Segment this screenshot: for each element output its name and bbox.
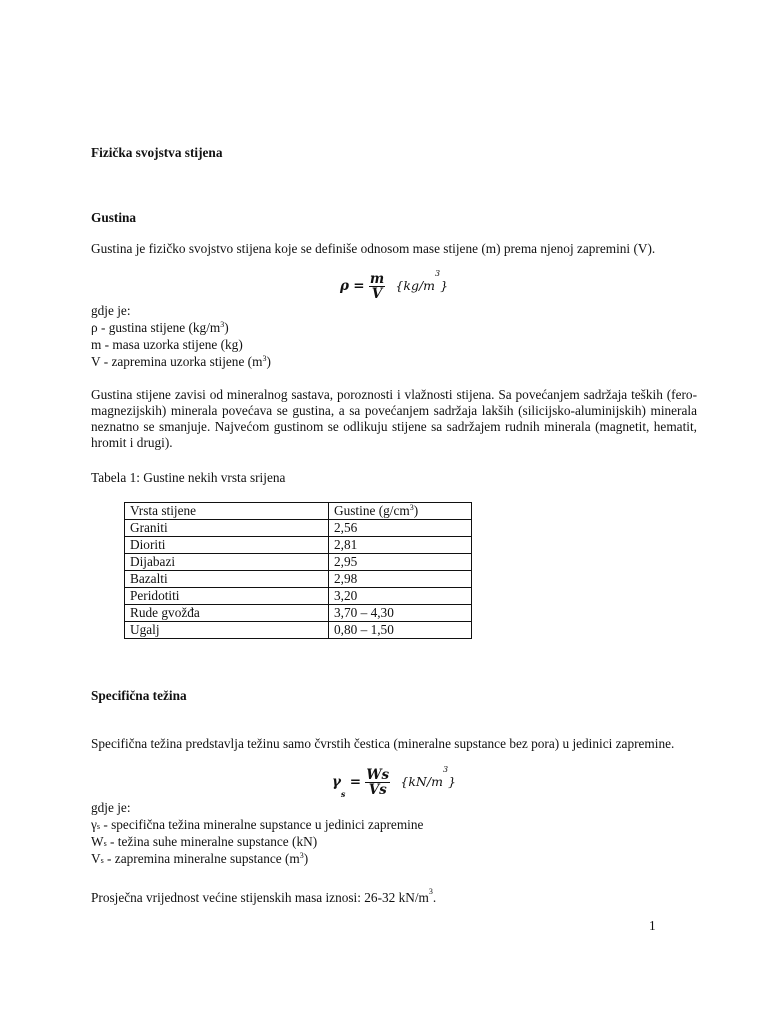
formula-unit: $\{kN/m^3\}$ bbox=[400, 765, 456, 789]
table-row bbox=[125, 622, 472, 639]
table-row bbox=[125, 537, 472, 554]
formula-denominator: Vs bbox=[368, 782, 387, 798]
def-ws: $W_s$ - težina suhe mineralne supstance (kN) bbox=[91, 834, 318, 849]
def-vs: $V_s$ - zapremina mineralne supstance $(m^3)$ bbox=[91, 851, 309, 866]
table-caption: Tabela 1: Gustine nekih vrsta srijena bbox=[91, 470, 286, 485]
formula-fraction bbox=[365, 768, 390, 797]
formula-lhs: ρ bbox=[339, 278, 349, 294]
def-m: m - masa uzorka stijene (kg) bbox=[91, 337, 243, 352]
specific-weight-formula: $\gamma_s$ = $\frac{Ws}{Vs}$ $\{kN/m^3\}$ bbox=[332, 765, 456, 799]
gustina-definitions bbox=[91, 302, 271, 370]
section-heading-gustina: Gustina bbox=[91, 210, 137, 225]
table-row bbox=[125, 554, 472, 571]
table-row bbox=[125, 605, 472, 622]
table-cell: Ugalj bbox=[125, 622, 329, 639]
formula-unit: $\{kg/m^3\}$ bbox=[395, 269, 449, 293]
table-cell: 2,56 bbox=[329, 520, 472, 537]
formula-fraction bbox=[369, 272, 385, 301]
formula-lhs: $\gamma_s$ bbox=[332, 774, 346, 799]
table-cell: 2,95 bbox=[329, 554, 472, 571]
table-cell: Dioriti bbox=[125, 537, 329, 554]
formula-denominator: V bbox=[371, 286, 383, 302]
table-cell: Dijabazi bbox=[125, 554, 329, 571]
table-cell: 0,80 – 1,50 bbox=[329, 622, 472, 639]
table-row bbox=[125, 571, 472, 588]
table-cell: 3,20 bbox=[329, 588, 472, 605]
table-cell: Rude gvožđa bbox=[125, 605, 329, 622]
gustina-intro: Gustina je fizičko svojstvo stijena koje se definiše odnosom mase stijene (m) prema njenoj zapremini (V). bbox=[91, 241, 656, 256]
density-formula: ρ = $\frac{m}{V}$ $\{kg/m^3\}$ bbox=[339, 269, 449, 302]
table-row bbox=[125, 588, 472, 605]
table-header-cell: Gustine $(g/cm^3)$ bbox=[329, 503, 472, 520]
specificna-intro: Specifična težina predstavlja težinu samo čvrstih čestica (mineralne supstance bez pora) u jedinici zapremine. bbox=[91, 736, 675, 751]
where-label: gdje je: bbox=[91, 800, 131, 815]
table-cell: 3,70 – 4,30 bbox=[329, 605, 472, 622]
table-row bbox=[125, 520, 472, 537]
def-rho: ρ - gustina stijene $(kg/m^3)$ bbox=[91, 320, 229, 335]
table-cell: Bazalti bbox=[125, 571, 329, 588]
table-cell: Graniti bbox=[125, 520, 329, 537]
page-number: 1 bbox=[649, 918, 656, 933]
closing-sentence: Prosječna vrijednost većine stijenskih masa iznosi: 26-32 $kN/m^3$. bbox=[91, 887, 437, 905]
formula-numerator: Ws bbox=[366, 767, 390, 783]
table-cell: 2,98 bbox=[329, 571, 472, 588]
section-heading-specificna: Specifična težina bbox=[91, 688, 187, 703]
formula-numerator: m bbox=[369, 271, 385, 287]
table-cell: Peridotiti bbox=[125, 588, 329, 605]
def-gamma: $\gamma_s$ - specifična težina mineralne supstance u jedinici zapremine bbox=[91, 817, 424, 832]
gustina-paragraph: Gustina stijene zavisi od mineralnog sastava, poroznosti i vlažnosti stijena. Sa povećanjem sadržaja teških (fero-magnezijskih) minerala povećava se gustina, a sa povećanjem sadržaja lakših (silicijsko-aluminijskih) minerala neznatno se smanjuje. Najvećom gustinom se odlikuju stijene sa sadržajem rudnih minerala (magnetit, hematit, hromit i drugi). bbox=[91, 387, 697, 450]
density-table bbox=[124, 502, 472, 639]
specificna-definitions bbox=[91, 799, 423, 867]
where-label: gdje je: bbox=[91, 303, 131, 318]
table-header-row bbox=[125, 503, 472, 520]
table-cell: 2,81 bbox=[329, 537, 472, 554]
def-v: V - zapremina uzorka stijene $(m^3)$ bbox=[91, 354, 271, 369]
table-header-cell: Vrsta stijene bbox=[125, 503, 329, 520]
document-title: Fizička svojstva stijena bbox=[91, 145, 223, 160]
